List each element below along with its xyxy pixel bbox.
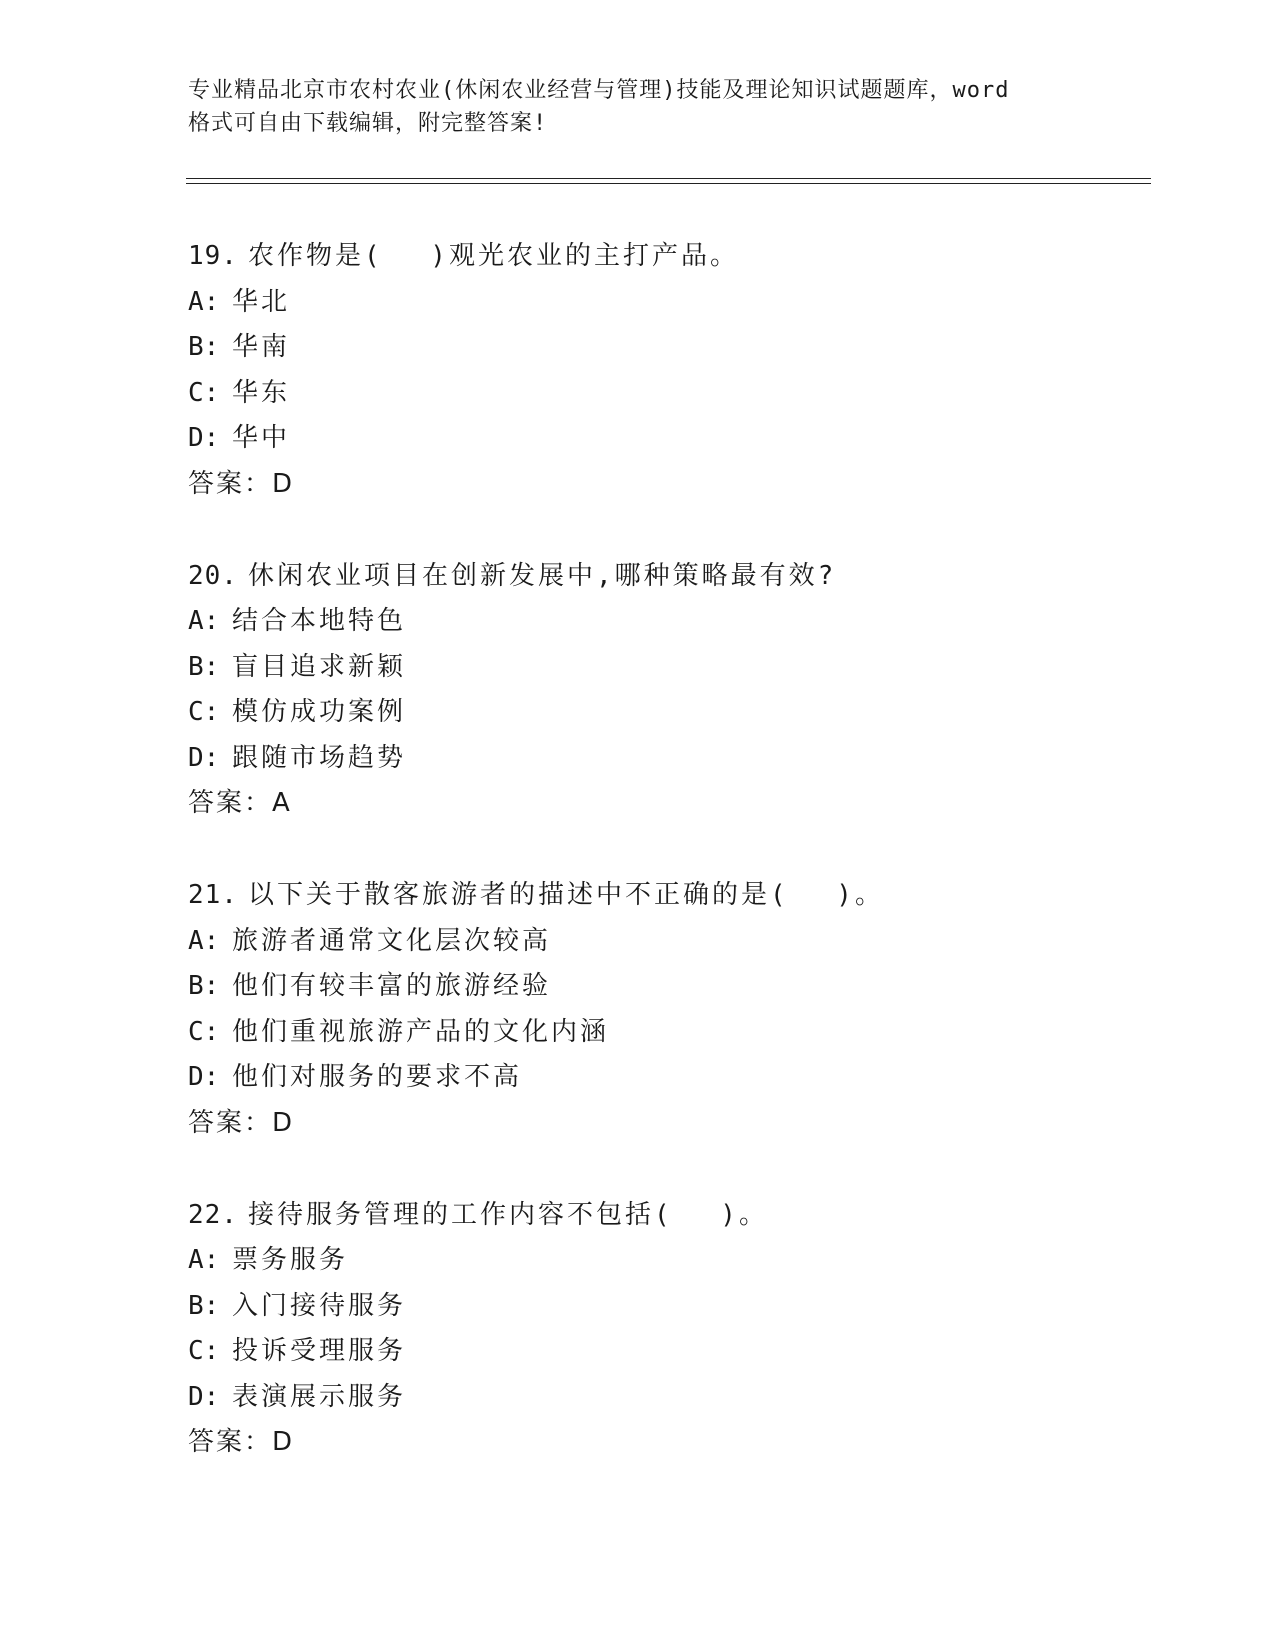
option-letter: A: <box>188 925 220 956</box>
option-text: 华北 <box>232 286 291 317</box>
answer: 答案：A <box>188 788 292 818</box>
question-number: 22. <box>188 1199 238 1230</box>
option-text: 盲目追求新颖 <box>232 651 407 682</box>
option-text: 表演展示服务 <box>232 1381 407 1412</box>
header-line-2: 格式可自由下载编辑，附完整答案! <box>188 111 548 136</box>
option-letter: D: <box>188 1381 220 1412</box>
option-text: 投诉受理服务 <box>232 1336 407 1366</box>
question-list <box>188 236 1148 1514</box>
option-letter: C: <box>188 1016 220 1047</box>
option-text: 入门接待服务 <box>232 1290 407 1321</box>
option-text: 他们有较丰富的旅游经验 <box>232 971 552 1001</box>
option-b <box>188 1286 1148 1332</box>
question-text: 接待服务管理的工作内容不包括( )。 <box>248 1199 768 1230</box>
option-c <box>188 373 1148 419</box>
option-text: 票务服务 <box>232 1245 349 1275</box>
option-b <box>188 647 1148 693</box>
option-letter: D: <box>188 1062 220 1092</box>
header-divider-top <box>186 178 1151 179</box>
option-letter: C: <box>188 697 220 727</box>
option-text: 他们重视旅游产品的文化内涵 <box>232 1016 610 1047</box>
question-number: 19. <box>188 241 238 271</box>
option-letter: A: <box>188 606 220 636</box>
answer: 答案：D <box>188 1427 295 1457</box>
option-text: 华南 <box>232 332 291 362</box>
option-d <box>188 1057 1148 1103</box>
option-text: 旅游者通常文化层次较高 <box>232 925 552 956</box>
question-22 <box>188 1195 1148 1467</box>
option-text: 他们对服务的要求不高 <box>232 1062 523 1092</box>
option-a <box>188 601 1148 647</box>
option-text: 华东 <box>232 377 291 408</box>
option-text: 华中 <box>232 423 291 453</box>
option-text: 结合本地特色 <box>232 606 407 636</box>
question-stem <box>188 236 1148 282</box>
option-letter: B: <box>188 971 220 1001</box>
answer: 答案：D <box>188 1107 295 1138</box>
document-header <box>188 74 1068 140</box>
question-number: 21. <box>188 880 238 910</box>
option-a <box>188 921 1148 967</box>
option-d <box>188 738 1148 784</box>
question-stem <box>188 875 1148 921</box>
option-a <box>188 282 1148 328</box>
header-line-1: 专业精品北京市农村农业(休闲农业经营与管理)技能及理论知识试题题库，word <box>188 78 1010 103</box>
option-letter: C: <box>188 377 220 408</box>
question-19 <box>188 236 1148 508</box>
question-21 <box>188 875 1148 1147</box>
option-letter: A: <box>188 1245 220 1275</box>
option-c <box>188 1012 1148 1058</box>
question-text: 休闲农业项目在创新发展中,哪种策略最有效? <box>248 560 837 591</box>
question-text: 农作物是( )观光农业的主打产品。 <box>248 241 739 271</box>
question-number: 20. <box>188 560 238 591</box>
option-a <box>188 1240 1148 1286</box>
option-c <box>188 692 1148 738</box>
question-stem <box>188 556 1148 602</box>
answer: 答案：D <box>188 468 295 499</box>
question-stem <box>188 1195 1148 1241</box>
option-d <box>188 1377 1148 1423</box>
option-b <box>188 966 1148 1012</box>
option-letter: C: <box>188 1336 220 1366</box>
option-letter: B: <box>188 332 220 362</box>
question-text: 以下关于散客旅游者的描述中不正确的是( )。 <box>248 880 884 910</box>
question-20 <box>188 556 1148 828</box>
option-text: 模仿成功案例 <box>232 697 407 727</box>
option-b <box>188 327 1148 373</box>
option-text: 跟随市场趋势 <box>232 742 407 773</box>
option-letter: D: <box>188 423 220 453</box>
option-c <box>188 1331 1148 1377</box>
option-letter: B: <box>188 651 220 682</box>
option-d <box>188 418 1148 464</box>
option-letter: D: <box>188 742 220 773</box>
option-letter: A: <box>188 286 220 317</box>
header-divider-bottom <box>186 183 1151 184</box>
option-letter: B: <box>188 1290 220 1321</box>
